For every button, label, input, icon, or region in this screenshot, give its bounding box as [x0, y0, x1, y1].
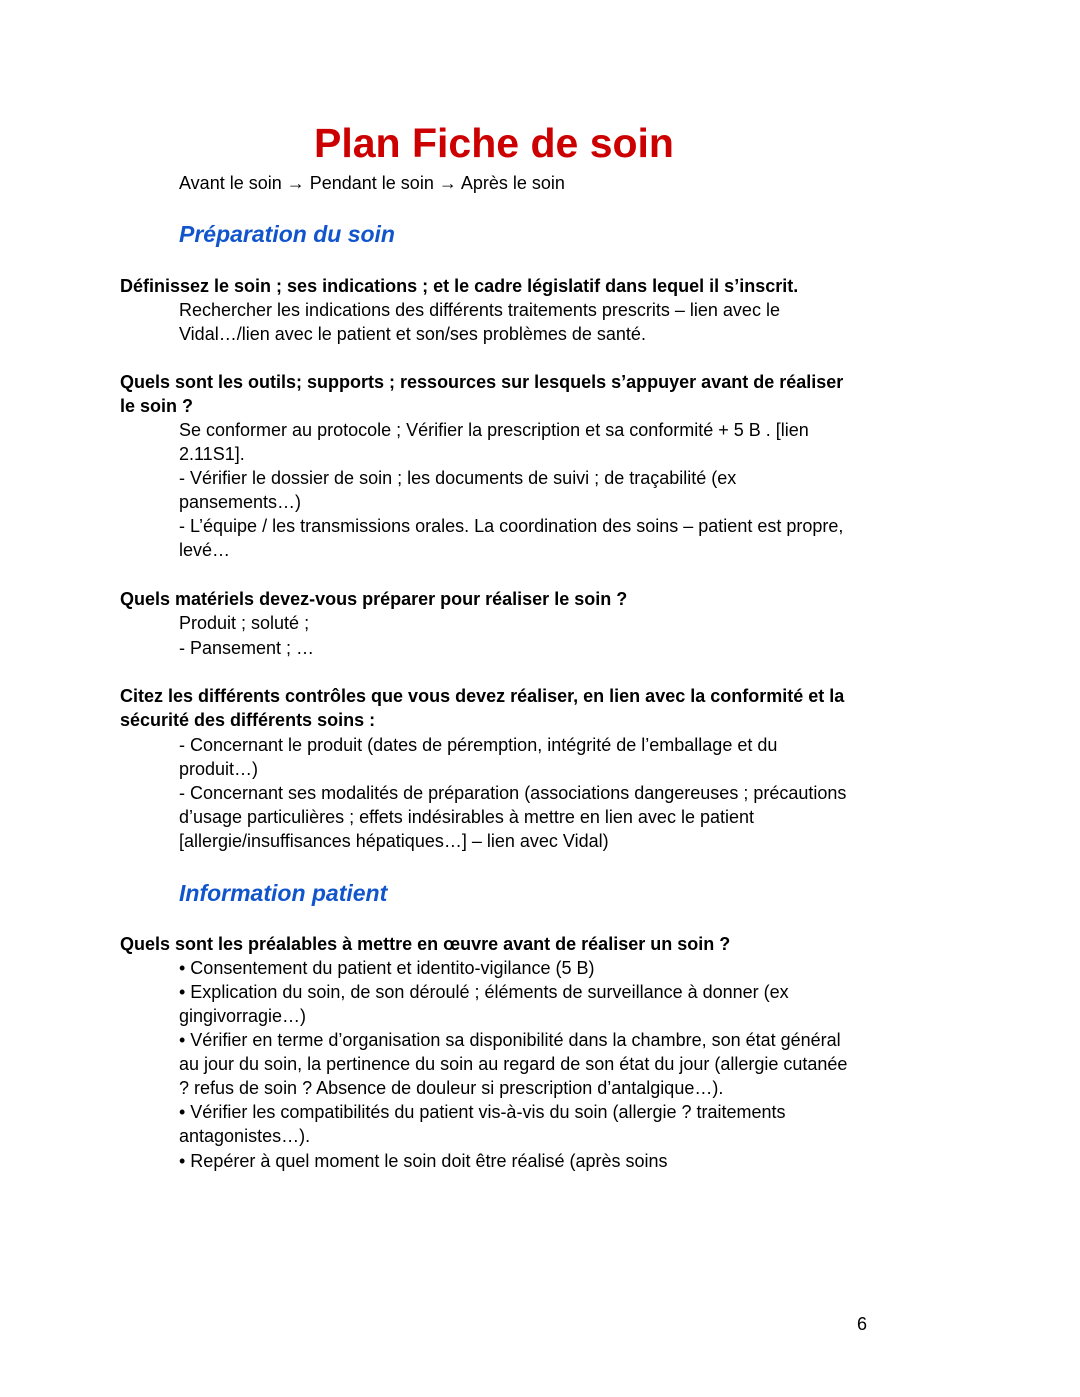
question-5: Quels sont les préalables à mettre en œuvre avant de réaliser un soin ?	[120, 934, 731, 954]
answer-line: - Vérifier le dossier de soin ; les documents de suivi ; de traçabilité (ex	[179, 468, 737, 488]
answer-line: Se conformer au protocole ; Vérifier la prescription et sa conformité + 5 B . [lien	[179, 420, 809, 440]
page-number: 6	[857, 1314, 868, 1334]
question-4: sécurité des différents soins :	[120, 710, 376, 730]
answer-line: gingivorragie…)	[179, 1006, 307, 1026]
question-3: Quels matériels devez-vous préparer pour réaliser le soin ?	[120, 589, 628, 609]
answer-line: Vidal…/lien avec le patient et son/ses problèmes de santé.	[179, 324, 646, 344]
answer-line: ? refus de soin ? Absence de douleur si prescription d’antalgique…).	[179, 1078, 724, 1098]
answer-line: d’usage particulières ; effets indésirables à mettre en lien avec le patient	[179, 807, 754, 827]
answer-line: • Vérifier les compatibilités du patient vis-à-vis du soin (allergie ? traitements	[179, 1102, 786, 1122]
subtitle: Avant le soin → Pendant le soin → Après le soin	[179, 173, 565, 193]
section-heading-preparation: Préparation du soin	[179, 221, 395, 247]
answer-line: Rechercher les indications des différents traitements prescrits – lien avec le	[179, 300, 780, 320]
section-heading-information: Information patient	[179, 880, 388, 906]
answer-line: produit…)	[179, 759, 259, 779]
answer-line: • Repérer à quel moment le soin doit être réalisé (après soins	[179, 1151, 668, 1171]
answer-line: 2.11S1].	[179, 444, 245, 464]
answer-line: levé…	[179, 540, 231, 560]
question-1: Définissez le soin ; ses indications ; et le cadre législatif dans lequel il s’inscrit.	[120, 276, 799, 296]
answer-line: au jour du soin, la pertinence du soin au regard de son état du jour (allergie cutanée	[179, 1054, 848, 1074]
answer-line: - Concernant le produit (dates de péremption, intégrité de l’emballage et du	[179, 735, 778, 755]
question-4: Citez les différents contrôles que vous devez réaliser, en lien avec la conformité et la	[120, 686, 845, 706]
answer-line: antagonistes…).	[179, 1126, 311, 1146]
answer-line: • Consentement du patient et identito-vigilance (5 B)	[179, 958, 595, 978]
answer-line: [allergie/insuffisances hépatiques…] – lien avec Vidal)	[179, 831, 609, 851]
answer-line: - L’équipe / les transmissions orales. La coordination des soins – patient est propre,	[179, 516, 844, 536]
answer-line: - Concernant ses modalités de préparation (associations dangereuses ; précautions	[179, 783, 847, 803]
answer-line: • Explication du soin, de son déroulé ; éléments de surveillance à donner (ex	[179, 982, 789, 1002]
answer-line: • Vérifier en terme d’organisation sa disponibilité dans la chambre, son état général	[179, 1030, 841, 1050]
question-2: le soin ?	[120, 396, 194, 416]
question-2: Quels sont les outils; supports ; ressources sur lesquels s’appuyer avant de réaliser	[120, 372, 844, 392]
answer-line: - Pansement ; …	[179, 638, 315, 658]
answer-line: pansements…)	[179, 492, 302, 512]
answer-line: Produit ; soluté ;	[179, 613, 310, 633]
page-title: Plan Fiche de soin	[314, 120, 674, 166]
